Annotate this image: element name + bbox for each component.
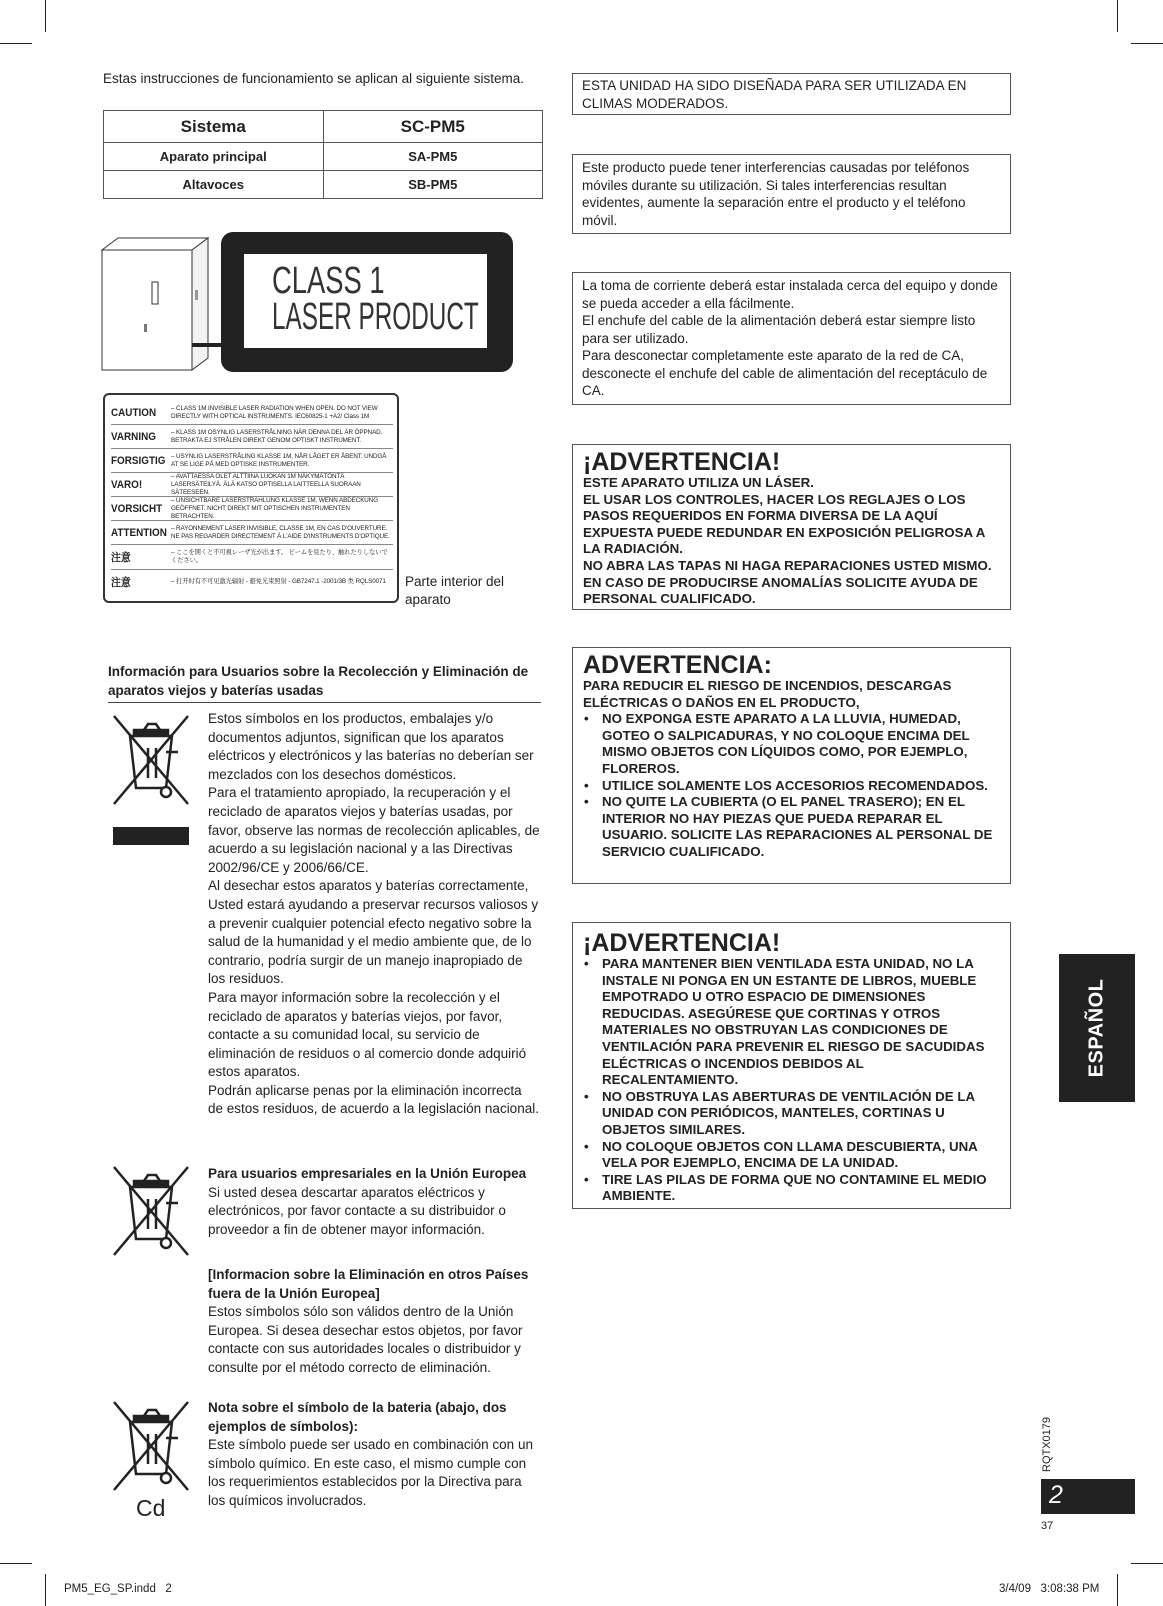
outside-text: Estos símbolos sólo son válidos dentro de la Unión Europea. Si desea desechar estos objetos, por favor contacte con sus autoridades locales o distribuidor y consulte por el método correcto de eliminación.	[208, 1304, 523, 1375]
intro-text: Estas instrucciones de funcionamiento se aplican al siguiente sistema.	[103, 71, 524, 86]
ventilation-warning-box	[572, 922, 1011, 1209]
outlet-text: Para desconectar completamente este aparato de la red de CA, desconecte el enchufe del cable de alimentación del receptáculo de CA.	[582, 348, 988, 398]
warning-list	[583, 956, 1000, 1205]
warning-title: ¡ADVERTENCIA!	[583, 448, 781, 476]
battery-text: Este símbolo puede ser usado en combinación con un símbolo químico. En este caso, el mismo cumple con los requerimientos establecidos por la Directiva para los químicos involucrados.	[208, 1437, 533, 1508]
crop-mark	[1117, 1574, 1118, 1606]
caution-row-name: VARO!	[111, 478, 143, 491]
caution-row-name: CAUTION	[111, 406, 157, 419]
outside-title: [Informacion sobre la Eliminación en otros Países fuera de la Unión Europea]	[208, 1267, 529, 1301]
caution-row-name: FORSIGTIG	[111, 454, 166, 467]
page-number: 2	[1049, 1481, 1063, 1509]
outside-eu-section	[208, 1266, 540, 1378]
table-cell: Aparato principal	[104, 143, 324, 171]
warning-text: ESTE APARATO UTILIZA UN LÁSER.	[583, 475, 814, 490]
caution-row-text: – CLASS 1M INVISIBLE LASER RADIATION WHEN OPEN. DO NOT VIEW DIRECTLY WITH OPTICAL INSTRUMENTS. IEC60825-1 +A2/ Class 1M	[171, 404, 378, 420]
laser-badge-line2: LASER PRODUCT	[272, 296, 479, 338]
caution-row	[111, 521, 393, 545]
crop-mark	[0, 1563, 32, 1564]
recycling-main-text	[208, 710, 540, 1119]
outlet-text: El enchufe del cable de la alimentación deberá estar siempre listo para ser utilizado.	[582, 313, 976, 346]
recycling-paragraph: Al desechar estos aparatos y baterías correctamente, Usted estará ayudando a preservar recursos valiosos y a prevenir cualquier potencial efecto negativo sobre la salud de la humanidad y el medio ambiente que, de lo contrario, podría surgir de un manejo inapropiado de los residuos.	[208, 878, 539, 987]
table-header: Sistema	[104, 111, 324, 143]
recycling-paragraph: Podrán aplicarse penas por la eliminación incorrecta de estos residuos, de acuerdo a la legislación nacional.	[208, 1082, 539, 1117]
caution-row-name: VORSICHT	[111, 502, 163, 515]
crop-mark	[1117, 0, 1118, 32]
warning-item: • TIRE LAS PILAS DE FORMA QUE NO CONTAMINE EL MEDIO AMBIENTE.	[583, 1172, 1000, 1205]
warning-text: EL USAR LOS CONTROLES, HACER LOS REGLAJES O LOS PASOS REQUERIDOS EN FORMA DIVERSA DE LA AQUÍ EXPUESTA PUEDE REDUNDAR EN EXPOSICIÓN PELIGROSA A LA RADIACIÓN.	[583, 491, 985, 557]
caution-row	[111, 570, 393, 594]
warning-item: • NO QUITE LA CUBIERTA (O EL PANEL TRASERO); EN EL INTERIOR NO HAY PIEZAS QUE PUEDA REPARAR EL USUARIO. SOLICITE LAS REPARACIONES AL PERSONAL DE SERVICIO CUALIFICADO.	[583, 794, 1000, 860]
caution-row-name: 注意	[111, 552, 131, 564]
battery-title: Nota sobre el símbolo de la bateria (abajo, dos ejemplos de símbolos):	[208, 1400, 507, 1434]
recycling-paragraph: Para el tratamiento apropiado, la recuperación y el reciclado de aparatos viejos y baterías usadas, por favor, observe las normas de recolección aplicables, de acuerdo a su legislación nacional y a las Directivas 2002/96/CE y 2006/66/CE.	[208, 785, 540, 875]
language-tab	[1059, 954, 1135, 1102]
caution-row-name: 注意	[111, 577, 131, 589]
warning-title: ¡ADVERTENCIA!	[583, 929, 781, 957]
warning-item: • NO EXPONGA ESTE APARATO A LA LLUVIA, HUMEDAD, GOTEO O SALPICADURAS, Y NO COLOQUE ENCIMA DEL MISMO OBJETOS CON LÍQUIDOS COMO, POR EJEMPLO, FLOREROS.	[583, 711, 1000, 777]
label-caption: Parte interior del aparato	[405, 574, 505, 607]
crop-mark	[1131, 1563, 1163, 1564]
recycling-paragraph: Estos símbolos en los productos, embalajes y/o documentos adjuntos, significan que los aparatos eléctricos y electrónicos y las baterías no deberían ser mezclados con los desechos domésticos.	[208, 711, 534, 782]
footer-file: PM5_EG_SP.indd 2	[64, 1583, 172, 1595]
laser-warning-box	[572, 444, 1011, 610]
caution-row-text: – UNSICHTBARE LASERSTRAHLUNG KLASSE 1M, WENN ABDECKUNG GEÖFFNET. NICHT DIREKT MIT OPTISCHEN INSTRUMENTEN BETRACHTEN.	[171, 496, 378, 520]
warning-item: • NO COLOQUE OBJETOS CON LLAMA DESCUBIERTA, UNA VELA POR EJEMPLO, ENCIMA DE LA UNIDAD.	[583, 1139, 1000, 1172]
footer-date: 3/4/09 3:08:38 PM	[999, 1583, 1100, 1595]
caution-row-text: – RAYONNEMENT LASER INVISIBLE, CLASSE 1M, EN CAS D'OUVERTURE. NE PAS REGARDER DIRECTEMENT À L'AIDE D'INSTRUMENTS D'OPTIQUE.	[171, 524, 390, 540]
outlet-notice	[572, 272, 1011, 405]
caution-row-name: ATTENTION	[111, 526, 167, 539]
warning-item: • UTILICE SOLAMENTE LOS ACCESORIOS RECOMENDADOS.	[583, 778, 1000, 795]
crossed-bin-icon	[108, 1163, 194, 1263]
caution-row-text: – ここを開くと不可視レーザ光が出ます。 ビームを見たり、触れたりしないでください。	[171, 549, 388, 564]
crossed-bin-icon	[108, 712, 194, 848]
laser-badge-line1: CLASS 1	[272, 260, 385, 302]
climate-notice: ESTA UNIDAD HA SIDO DISEÑADA PARA SER UTILIZADA EN CLIMAS MODERADOS.	[572, 73, 1011, 115]
recycling-heading: Información para Usuarios sobre la Recolección y Eliminación de aparatos viejos y baterías usadas	[108, 663, 541, 703]
language-tab-label: ESPAÑOL	[1085, 978, 1108, 1078]
caution-label	[103, 393, 399, 603]
table-cell: SA-PM5	[323, 143, 543, 171]
table-cell: Altavoces	[104, 171, 324, 199]
caution-row-text: – 打开时有不可见激光辐射 - 避免光束照射 - GB7247.1 -2001/3B 类 RQLS0071	[171, 578, 386, 585]
business-text: Si usted desea descartar aparatos eléctricos y electrónicos, por favor contacte a su distribuidor o proveedor a fin de obtener mayor información.	[208, 1184, 506, 1237]
caution-row-text: – KLASS 1M OSYNLIG LASERSTRÅLNING NÄR DENNA DEL ÄR ÖPPNAD. BETRAKTA EJ STRÅLEN DIREKT GENOM OPTISKT INSTRUMENT.	[171, 428, 383, 444]
warning-item: • PARA MANTENER BIEN VENTILADA ESTA UNIDAD, NO LA INSTALE NI PONGA EN UN ESTANTE DE LIBROS, MUEBLE EMPOTRADO U OTRO ESPACIO DE DIMENSIONES REDUCIDAS. ASEGÚRESE QUE CORTINAS Y OTROS MATERIALES NO OBSTRUYAN LAS CONDICIONES DE VENTILACIÓN PARA PREVENIR EL RIESGO DE SACUDIDAS ELÉCTRICAS O INCENDIOS DEBIDOS AL RECALENTAMIENTO.	[583, 956, 1000, 1089]
table-cell: SB-PM5	[323, 171, 543, 199]
fire-warning-box	[572, 647, 1011, 884]
caution-row	[111, 473, 393, 497]
caution-row	[111, 449, 393, 473]
document-code: RQTX0179	[1041, 1416, 1053, 1472]
page-number-box	[1041, 1479, 1135, 1514]
phone-interference-notice: Este producto puede tener interferencias causadas por teléfonos móviles durante su utilización. Si tales interferencias resultan evidentes, aumente la separación entre el producto y el teléfono móvil.	[572, 154, 1011, 234]
caution-row	[111, 497, 393, 521]
crop-mark	[0, 43, 32, 44]
warning-item: • NO OBSTRUYA LAS ABERTURAS DE VENTILACIÓN DE LA UNIDAD CON PERIÓDICOS, MANTELES, CORTINAS U OBJETOS SIMILARES.	[583, 1089, 1000, 1139]
system-table	[103, 110, 543, 199]
caution-row	[111, 401, 393, 425]
battery-note-section	[208, 1399, 540, 1511]
page-sub-number: 37	[1041, 1520, 1054, 1532]
crop-mark	[45, 0, 46, 32]
caution-row-text: – AVATTAESSA OLET ALTTIINA LUOKAN 1M NÄKYMÄTÖNTÄ LASERSÄTEILYÄ. ÄLÄ KATSO OPTISELLA LAITTEELLA SUORAAN SÄTEESEEN.	[171, 472, 361, 496]
business-title: Para usuarios empresariales en la Unión Europea	[208, 1166, 527, 1181]
recycling-paragraph: Para mayor información sobre la recolección y el reciclado de aparatos y baterías viejos, por favor, contacte a su comunidad local, su servicio de eliminación de residuos o al comercio donde adquirió estos aparatos.	[208, 989, 527, 1080]
warning-title: ADVERTENCIA:	[583, 651, 772, 679]
warning-list	[583, 711, 1000, 860]
table-header: SC-PM5	[323, 111, 543, 143]
warning-intro: PARA REDUCIR EL RIESGO DE INCENDIOS, DESCARGAS ELÉCTRICAS O DAÑOS EN EL PRODUCTO,	[583, 678, 952, 710]
battery-bin-icon	[108, 1398, 194, 1496]
caution-row-text: – USYNLIG LASERSTRÅLING KLASSE 1M, NÅR LÅGET ER ÅBENT. UNDGÅ AT SE LIGE PÅ MED OPTISKE INSTRUMENTER.	[171, 452, 387, 468]
caution-row-name: VARNING	[111, 430, 156, 443]
cd-symbol: Cd	[136, 1495, 166, 1521]
outlet-text: La toma de corriente deberá estar instalada cerca del equipo y donde se pueda acceder a ella fácilmente.	[582, 278, 998, 311]
business-users-section	[208, 1165, 540, 1239]
caution-row	[111, 545, 393, 570]
crop-mark	[1131, 43, 1163, 44]
caution-row	[111, 425, 393, 449]
warning-text: NO ABRA LAS TAPAS NI HAGA REPARACIONES USTED MISMO. EN CASO DE PRODUCIRSE ANOMALÍAS SOLICITE AYUDA DE PERSONAL CUALIFICADO.	[583, 557, 992, 607]
crop-mark	[45, 1574, 46, 1606]
